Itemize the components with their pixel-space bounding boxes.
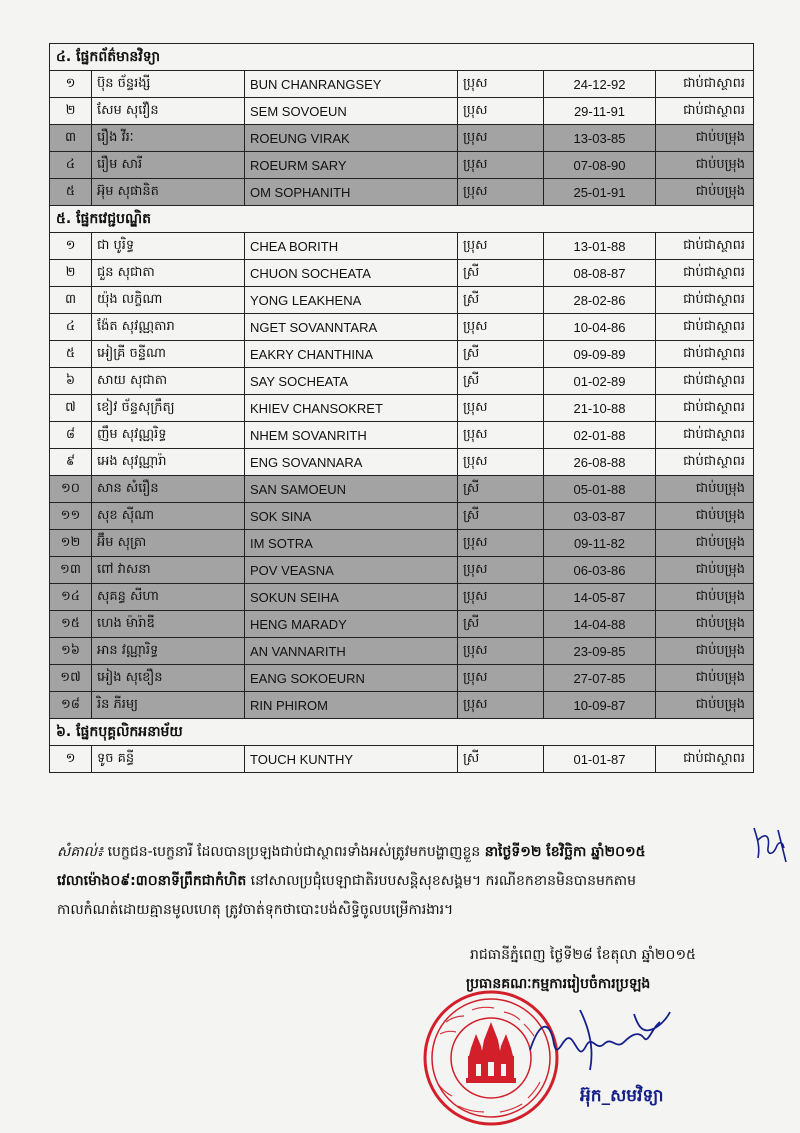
date-of-birth: 03-03-87 xyxy=(544,503,656,530)
result-status: ជាប់បម្រុង xyxy=(656,557,754,584)
name-khmer: សុគន្ធ សីហា xyxy=(92,584,245,611)
sex: ប្រុស xyxy=(458,665,544,692)
table-row xyxy=(50,341,754,368)
name-khmer: សាន សំរឿន xyxy=(92,476,245,503)
result-status: ជាប់បម្រុង xyxy=(656,665,754,692)
name-latin: SAN SAMOEUN xyxy=(245,476,458,503)
name-latin: SAY SOCHEATA xyxy=(245,368,458,395)
name-latin: HENG MARADY xyxy=(245,611,458,638)
date-of-birth: 01-02-89 xyxy=(544,368,656,395)
section-heading: ៦. ផ្នែកបុគ្គលិកអនាម័យ xyxy=(50,719,754,746)
row-number: ១៣ xyxy=(50,557,92,584)
name-latin: CHUON SOCHEATA xyxy=(245,260,458,287)
signer-name: អ៊ុក_សមវិទ្យា xyxy=(580,1086,664,1106)
date-of-birth: 14-04-88 xyxy=(544,611,656,638)
date-of-birth: 06-03-86 xyxy=(544,557,656,584)
result-status: ជាប់ជាស្ថាពរ xyxy=(656,449,754,476)
name-latin: SOKUN SEIHA xyxy=(245,584,458,611)
section-heading-row xyxy=(50,44,754,71)
row-number: ១០ xyxy=(50,476,92,503)
date-of-birth: 13-03-85 xyxy=(544,125,656,152)
results-body xyxy=(50,44,754,773)
result-status: ជាប់បម្រុង xyxy=(656,152,754,179)
row-number: ១ xyxy=(50,746,92,773)
result-status: ជាប់ជាស្ថាពរ xyxy=(656,98,754,125)
name-latin: EAKRY CHANTHINA xyxy=(245,341,458,368)
name-latin: ROEURM SARY xyxy=(245,152,458,179)
name-khmer: ជួន សុជាតា xyxy=(92,260,245,287)
sex: ប្រុស xyxy=(458,584,544,611)
sex: ស្រី xyxy=(458,476,544,503)
date-of-birth: 13-01-88 xyxy=(544,233,656,260)
name-khmer: ជា បូរិទ្ធ xyxy=(92,233,245,260)
name-khmer: ពៅ វាសនា xyxy=(92,557,245,584)
result-status: ជាប់ជាស្ថាពរ xyxy=(656,368,754,395)
result-status: ជាប់បម្រុង xyxy=(656,530,754,557)
note-text-3: កាលកំណត់ដោយគ្មានមូលហេតុ ត្រូវចាត់ទុកថាបោះបង់សិទ្ធិចូលបម្រើការងារ។ xyxy=(57,902,454,918)
result-status: ជាប់ជាស្ថាពរ xyxy=(656,341,754,368)
place-date: រាជធានីភ្នំពេញ ថ្ងៃទី២៨ ខែតុលា ឆ្នាំ២០១៥ xyxy=(470,947,696,963)
name-khmer: អ៊ុម សុផានិត xyxy=(92,179,245,206)
name-khmer: ប៊ុន ច័ន្ទរង្សី xyxy=(92,71,245,98)
section-heading-row xyxy=(50,206,754,233)
date-of-birth: 29-11-91 xyxy=(544,98,656,125)
sex: ស្រី xyxy=(458,260,544,287)
chair-title: ប្រធានគណៈកម្មការរៀបចំការប្រឡង xyxy=(466,976,651,992)
name-khmer: រឿម សារី xyxy=(92,152,245,179)
sex: ប្រុស xyxy=(458,422,544,449)
sex: ប្រុស xyxy=(458,125,544,152)
row-number: ១៨ xyxy=(50,692,92,719)
row-number: ៨ xyxy=(50,422,92,449)
row-number: ៧ xyxy=(50,395,92,422)
table-row xyxy=(50,422,754,449)
result-status: ជាប់ជាស្ថាពរ xyxy=(656,314,754,341)
result-status: ជាប់ជាស្ថាពរ xyxy=(656,395,754,422)
name-latin: TOUCH KUNTHY xyxy=(245,746,458,773)
name-latin: NHEM SOVANRITH xyxy=(245,422,458,449)
name-latin: ROEUNG VIRAK xyxy=(245,125,458,152)
name-latin: KHIEV CHANSOKRET xyxy=(245,395,458,422)
row-number: ៦ xyxy=(50,368,92,395)
table-row xyxy=(50,179,754,206)
note-label: សំគាល់៖ xyxy=(57,844,104,860)
result-status: ជាប់ជាស្ថាពរ xyxy=(656,422,754,449)
name-khmer: សាយ សុជាតា xyxy=(92,368,245,395)
sex: ប្រុស xyxy=(458,395,544,422)
table-row xyxy=(50,449,754,476)
table-row xyxy=(50,233,754,260)
row-number: ៣ xyxy=(50,287,92,314)
table-row xyxy=(50,98,754,125)
row-number: ៥ xyxy=(50,179,92,206)
result-status: ជាប់បម្រុង xyxy=(656,179,754,206)
table-row xyxy=(50,287,754,314)
handwritten-signature xyxy=(520,1000,690,1080)
section-heading-row xyxy=(50,719,754,746)
name-latin: SEM SOVOEUN xyxy=(245,98,458,125)
name-khmer: សុខ ស៊ីណា xyxy=(92,503,245,530)
report-time: វេលាម៉ោង០៩:៣០នាទីព្រឹកជាកំហិត xyxy=(57,873,247,889)
date-of-birth: 26-08-88 xyxy=(544,449,656,476)
row-number: ១ xyxy=(50,233,92,260)
note-paragraph xyxy=(57,838,757,925)
sex: ស្រី xyxy=(458,611,544,638)
name-latin: POV VEASNA xyxy=(245,557,458,584)
sex: ប្រុស xyxy=(458,692,544,719)
name-latin: AN VANNARITH xyxy=(245,638,458,665)
sex: ស្រី xyxy=(458,746,544,773)
table-row xyxy=(50,692,754,719)
name-khmer: ង៉ែត សុវណ្ណតារា xyxy=(92,314,245,341)
date-of-birth: 23-09-85 xyxy=(544,638,656,665)
date-of-birth: 08-08-87 xyxy=(544,260,656,287)
sex: ប្រុស xyxy=(458,179,544,206)
row-number: ៤ xyxy=(50,152,92,179)
name-khmer: រឿង វីរៈ xyxy=(92,125,245,152)
row-number: ១១ xyxy=(50,503,92,530)
row-number: ១៥ xyxy=(50,611,92,638)
date-of-birth: 09-11-82 xyxy=(544,530,656,557)
date-of-birth: 24-12-92 xyxy=(544,71,656,98)
name-latin: CHEA BORITH xyxy=(245,233,458,260)
sex: ប្រុស xyxy=(458,449,544,476)
name-latin: NGET SOVANNTARA xyxy=(245,314,458,341)
report-date: នាថ្ងៃទី១២ ខែវិច្ឆិកា ឆ្នាំ២០១៥ xyxy=(484,844,646,860)
table-row xyxy=(50,665,754,692)
name-khmer: រិន ភីរម្យ xyxy=(92,692,245,719)
row-number: ១៦ xyxy=(50,638,92,665)
name-latin: OM SOPHANITH xyxy=(245,179,458,206)
row-number: ១២ xyxy=(50,530,92,557)
sex: ប្រុស xyxy=(458,98,544,125)
name-khmer: យ៉ុង លក្ខិណា xyxy=(92,287,245,314)
sex: ស្រី xyxy=(458,503,544,530)
result-status: ជាប់ជាស្ថាពរ xyxy=(656,233,754,260)
table-row xyxy=(50,611,754,638)
date-of-birth: 27-07-85 xyxy=(544,665,656,692)
table-row xyxy=(50,152,754,179)
table-row xyxy=(50,260,754,287)
row-number: ៥ xyxy=(50,341,92,368)
name-khmer: ហេង ម៉ារ៉ាឌី xyxy=(92,611,245,638)
sex: ប្រុស xyxy=(458,314,544,341)
sex: ប្រុស xyxy=(458,557,544,584)
row-number: ៤ xyxy=(50,314,92,341)
date-of-birth: 10-04-86 xyxy=(544,314,656,341)
result-status: ជាប់ជាស្ថាពរ xyxy=(656,71,754,98)
table-row xyxy=(50,368,754,395)
result-status: ជាប់បម្រុង xyxy=(656,611,754,638)
sex: ប្រុស xyxy=(458,638,544,665)
table-row xyxy=(50,125,754,152)
date-of-birth: 02-01-88 xyxy=(544,422,656,449)
result-status: ជាប់បម្រុង xyxy=(656,692,754,719)
result-status: ជាប់បម្រុង xyxy=(656,476,754,503)
table-row xyxy=(50,476,754,503)
sex: ស្រី xyxy=(458,341,544,368)
table-row xyxy=(50,557,754,584)
date-of-birth: 05-01-88 xyxy=(544,476,656,503)
result-status: ជាប់បម្រុង xyxy=(656,584,754,611)
result-status: ជាប់បម្រុង xyxy=(656,125,754,152)
name-khmer: អេង សុវណ្ណារ៉ា xyxy=(92,449,245,476)
name-khmer: ខៀវ ច័ន្ទសុក្រឹត្យ xyxy=(92,395,245,422)
table-row xyxy=(50,530,754,557)
results-table xyxy=(49,43,754,773)
table-row xyxy=(50,503,754,530)
name-khmer: អៀគ្រី ចន្ទីណា xyxy=(92,341,245,368)
row-number: ២ xyxy=(50,260,92,287)
note-text-1: បេក្ខជន-បេក្ខនារី ដែលបានប្រឡងជាប់ជាស្ថាពរទាំងអស់ត្រូវមកបង្ហាញខ្លួន xyxy=(103,844,485,860)
sex: ប្រុស xyxy=(458,152,544,179)
date-of-birth: 09-09-89 xyxy=(544,341,656,368)
note-text-2: នៅសាលប្រជុំបេឡាជាតិរបបសន្តិសុខសង្គម។ ករណីខកខានមិនបានមកតាម xyxy=(246,873,636,889)
row-number: ៩ xyxy=(50,449,92,476)
name-latin: SOK SINA xyxy=(245,503,458,530)
name-latin: RIN PHIROM xyxy=(245,692,458,719)
row-number: ១៤ xyxy=(50,584,92,611)
sex: ស្រី xyxy=(458,287,544,314)
name-latin: ENG SOVANNARA xyxy=(245,449,458,476)
name-khmer: សែម សុវឿន xyxy=(92,98,245,125)
row-number: ៣ xyxy=(50,125,92,152)
date-of-birth: 14-05-87 xyxy=(544,584,656,611)
name-khmer: អៀង សុខឿន xyxy=(92,665,245,692)
sex: ប្រុស xyxy=(458,71,544,98)
section-heading: ៥. ផ្នែកវេជ្ជបណ្ឌិត xyxy=(50,206,754,233)
sex: ស្រី xyxy=(458,368,544,395)
sex: ប្រុស xyxy=(458,233,544,260)
date-of-birth: 07-08-90 xyxy=(544,152,656,179)
name-khmer: ញឹម សុវណ្ណរិទ្ធ xyxy=(92,422,245,449)
table-row xyxy=(50,71,754,98)
sex: ប្រុស xyxy=(458,530,544,557)
name-latin: BUN CHANRANGSEY xyxy=(245,71,458,98)
result-status: ជាប់ជាស្ថាពរ xyxy=(656,260,754,287)
date-of-birth: 10-09-87 xyxy=(544,692,656,719)
date-of-birth: 25-01-91 xyxy=(544,179,656,206)
name-latin: EANG SOKOEURN xyxy=(245,665,458,692)
row-number: ១ xyxy=(50,71,92,98)
date-of-birth: 28-02-86 xyxy=(544,287,656,314)
name-latin: YONG LEAKHENA xyxy=(245,287,458,314)
result-status: ជាប់បម្រុង xyxy=(656,638,754,665)
date-of-birth: 01-01-87 xyxy=(544,746,656,773)
result-status: ជាប់ជាស្ថាពរ xyxy=(656,746,754,773)
section-heading: ៤. ផ្នែកព័ត៌មានវិទ្យា xyxy=(50,44,754,71)
date-of-birth: 21-10-88 xyxy=(544,395,656,422)
name-khmer: អ៊ឹម សុត្រា xyxy=(92,530,245,557)
margin-initial-mark xyxy=(748,818,792,868)
table-row xyxy=(50,746,754,773)
row-number: ២ xyxy=(50,98,92,125)
result-status: ជាប់ជាស្ថាពរ xyxy=(656,287,754,314)
name-latin: IM SOTRA xyxy=(245,530,458,557)
table-row xyxy=(50,638,754,665)
table-row xyxy=(50,314,754,341)
name-khmer: ទូច គន្ធី xyxy=(92,746,245,773)
result-status: ជាប់បម្រុង xyxy=(656,503,754,530)
table-row xyxy=(50,395,754,422)
table-row xyxy=(50,584,754,611)
row-number: ១៧ xyxy=(50,665,92,692)
name-khmer: អាន វណ្ណារិទ្ធ xyxy=(92,638,245,665)
